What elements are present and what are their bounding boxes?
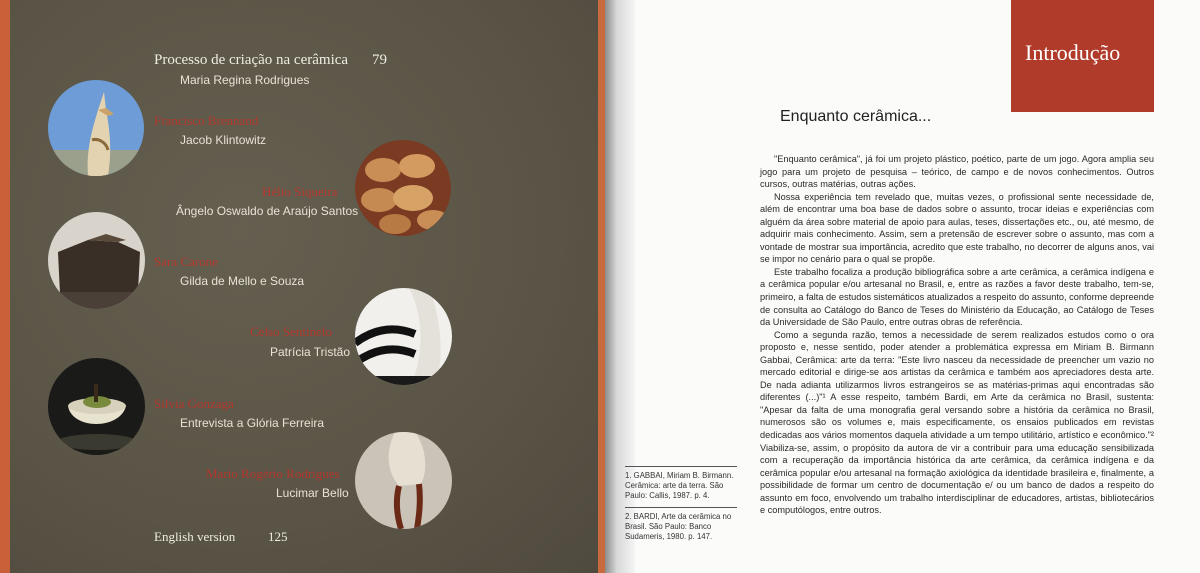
section-title: Enquanto cerâmica... bbox=[780, 108, 932, 125]
toc-entry-author: Ângelo Oswaldo de Araújo Santos bbox=[176, 204, 359, 218]
left-page-edge bbox=[0, 0, 10, 573]
photo-bird-sculpture bbox=[48, 80, 144, 176]
footnote: 2. BARDI, Arte da cerâmica no Brasil. São Paulo: Banco Sudameris, 1980. p. 147. bbox=[625, 507, 737, 542]
toc-entry-title: Celso Sentinelo bbox=[250, 324, 332, 339]
toc-header-title: Processo de criação na cerâmica bbox=[154, 52, 349, 68]
toc-english-page: 125 bbox=[268, 529, 288, 544]
paragraph: Este trabalho focaliza a produção bibliográfica sobre a arte cerâmica, a cerâmica indígena e a cerâmica popular e/ou artesanal no Brasil, e, entre as razões a favor deste trabalho, tem-se, primeiro, a falta de estudos sistemáticos atualizados a respeito do assunto, conforme depreende de consulta ao Catálogo do Banco de Teses do Ministério da Educação, ao Catálogo de Teses da Universidade de São Paulo, entre outras obras de referência. bbox=[760, 266, 1154, 328]
toc-header-page: 79 bbox=[372, 52, 387, 68]
toc-entry-title: Mario Rogério Rodrigues bbox=[206, 466, 340, 481]
paragraph: Nossa experiência tem revelado que, muitas vezes, o profissional sente necessidade de, além de encontrar uma boa base de dados sobre o assunto, trocar ideias e experiências com alguém da área sobre material de apoio para aulas, teses, dissertações etc., ou, até mesmo, de adquirir mais conhecimento. Assim, sem a pretensão de escrever sobre o assunto, mas com a vontade de mostrar sua importância, acredito que este trabalho, no decorrer de alguns anos, vai se impor no cenário para o qual se propõe. bbox=[760, 191, 1154, 265]
paragraph: "Enquanto cerâmica", já foi um projeto plástico, poético, parte de um jogo. Agora amplia seu jogo para um projeto de pesquisa – teórico, de campo e de novos conhecimentos. Outros cursos, outras matérias, outras ações. bbox=[760, 154, 1154, 190]
footnote: 1. GABBAI, Miriam B. Birmann. Cerâmica: arte da terra. São Paulo: Callis, 1987. p. 4. bbox=[625, 466, 737, 501]
photo-clay-breads bbox=[355, 140, 451, 236]
paragraph: Como a segunda razão, temos a necessidade de serem realizados estudos como o ora proposto e, nesse sentido, poder atender a problemática expressa em Miriam B. Birmann Gabbai, Cerâmica: arte da terra: "Este livro nasceu da necessidade de preencher um vazio no mercado editorial e dirige-se aos artistas da cerâmica e também aos apreciadores desta arte. De nada adianta utilizarmos livros estrangeiros se as matérias-primas aqui encontradas são diferentes (...)"¹ A esse respeito, também Bardi, em Arte da cerâmica no Brasil, sustenta: "Apesar da falta de uma monografia geral versando sobre a história da cerâmica no Brasil, numerosos são os volumes e, mais especificamente, os ensaios publicados em revistas dedicadas aos vários momentos daquela atividade a um tempo utilitário, artístico e econômico."² Viabiliza-se, assim, o propósito da autora de vir a contribuir para uma educação sensibilizada com a recuperação da importância histórica da arte cerâmica, da cerâmica indígena e da cerâmica popular e/ou artesanal na formação axiológica da identidade brasileira e, finalmente, a possibilidade de formar um centro de documentação e/ ou um banco de dados a respeito do assunto em foco, envolvendo um trabalho interdisciplinar de educadores, artistas, bibliotecários e computólogos, entre outros. bbox=[760, 329, 1154, 516]
photo-figure-sculpture bbox=[355, 432, 452, 529]
toc-entry-title: Hélio Siqueira bbox=[262, 184, 338, 199]
footnotes bbox=[625, 466, 737, 548]
toc-entry-author: Gilda de Mello e Souza bbox=[180, 274, 305, 288]
toc-entry-author: Jacob Klintowitz bbox=[180, 133, 267, 147]
left-page-right-edge bbox=[598, 0, 605, 573]
toc-entry-author: Lucimar Bello bbox=[276, 486, 349, 500]
toc-entry-author: Entrevista a Glória Ferreira bbox=[180, 416, 325, 430]
toc-header-author: Maria Regina Rodrigues bbox=[180, 73, 310, 87]
toc-entry-title: Sara Carone bbox=[154, 254, 218, 269]
photo-bowl-with-plant bbox=[48, 358, 145, 455]
photo-white-black-sculpture bbox=[355, 288, 452, 385]
toc-english-title: English version bbox=[154, 529, 236, 544]
toc-entry-title: Silvia Gonzaga bbox=[154, 396, 234, 411]
toc-entry-title: Francisco Brennand bbox=[154, 113, 259, 128]
photo-stone-sculpture bbox=[48, 212, 145, 309]
chapter-title: Introdução bbox=[1025, 40, 1121, 65]
toc-entry-author: Patrícia Tristão bbox=[270, 345, 351, 359]
body-text bbox=[760, 153, 1154, 517]
chapter-title-box bbox=[1011, 0, 1154, 112]
